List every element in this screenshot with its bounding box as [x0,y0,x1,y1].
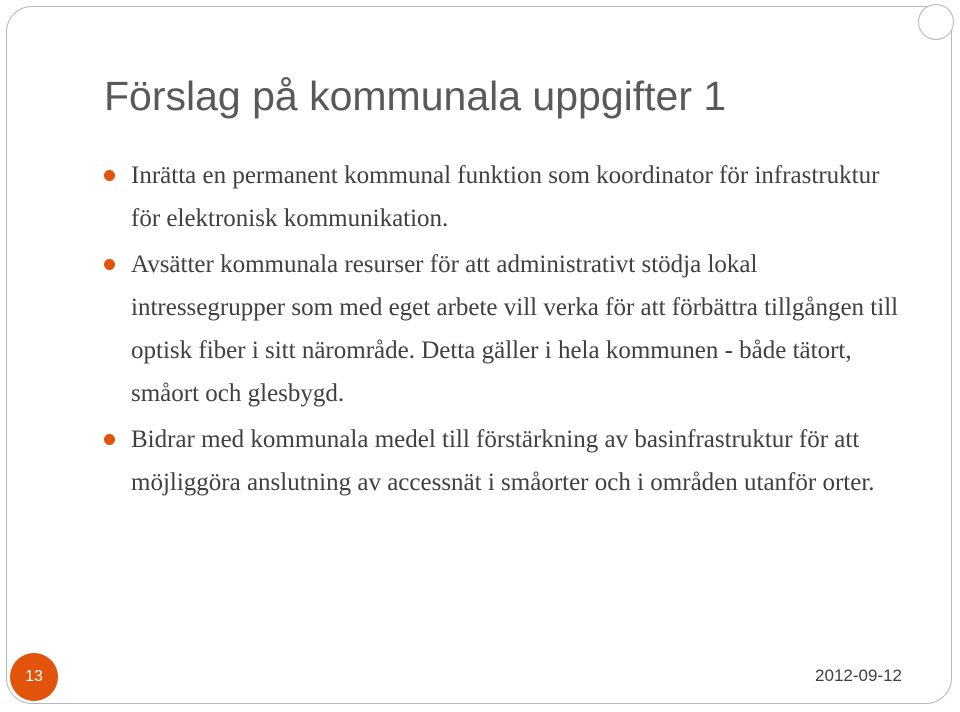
bullet-list [104,154,904,507]
bullet-text: Bidrar med kommunala medel till förstärkning av basinfrastruktur för att möjliggöra anslutning av accessnät i småorter och i områden utanför orter. [131,426,875,496]
bullet-text: Avsätter kommunala resurser för att administrativt stödja lokal intressegrupper som med eget arbete vill verka för att förbättra tillgången till optisk fiber i sitt närområde. Detta gäller i hela kommunen - både tätort, småort och glesbygd. [131,251,899,407]
corner-decoration [918,4,954,40]
footer-date: 2012-09-12 [815,666,902,685]
bullet-dot-icon [104,259,115,270]
bullet-item [104,154,904,240]
bullet-text: Inrätta en permanent kommunal funktion som koordinator för infrastruktur för elektronisk kommunikation. [131,162,880,232]
slide-title: Förslag på kommunala uppgifter 1 [104,73,727,119]
bullet-dot-icon [104,434,115,445]
bullet-item [104,418,904,504]
bullet-dot-icon [104,170,115,181]
bullet-item [104,243,904,415]
slide-number-badge: 13 [10,653,58,701]
